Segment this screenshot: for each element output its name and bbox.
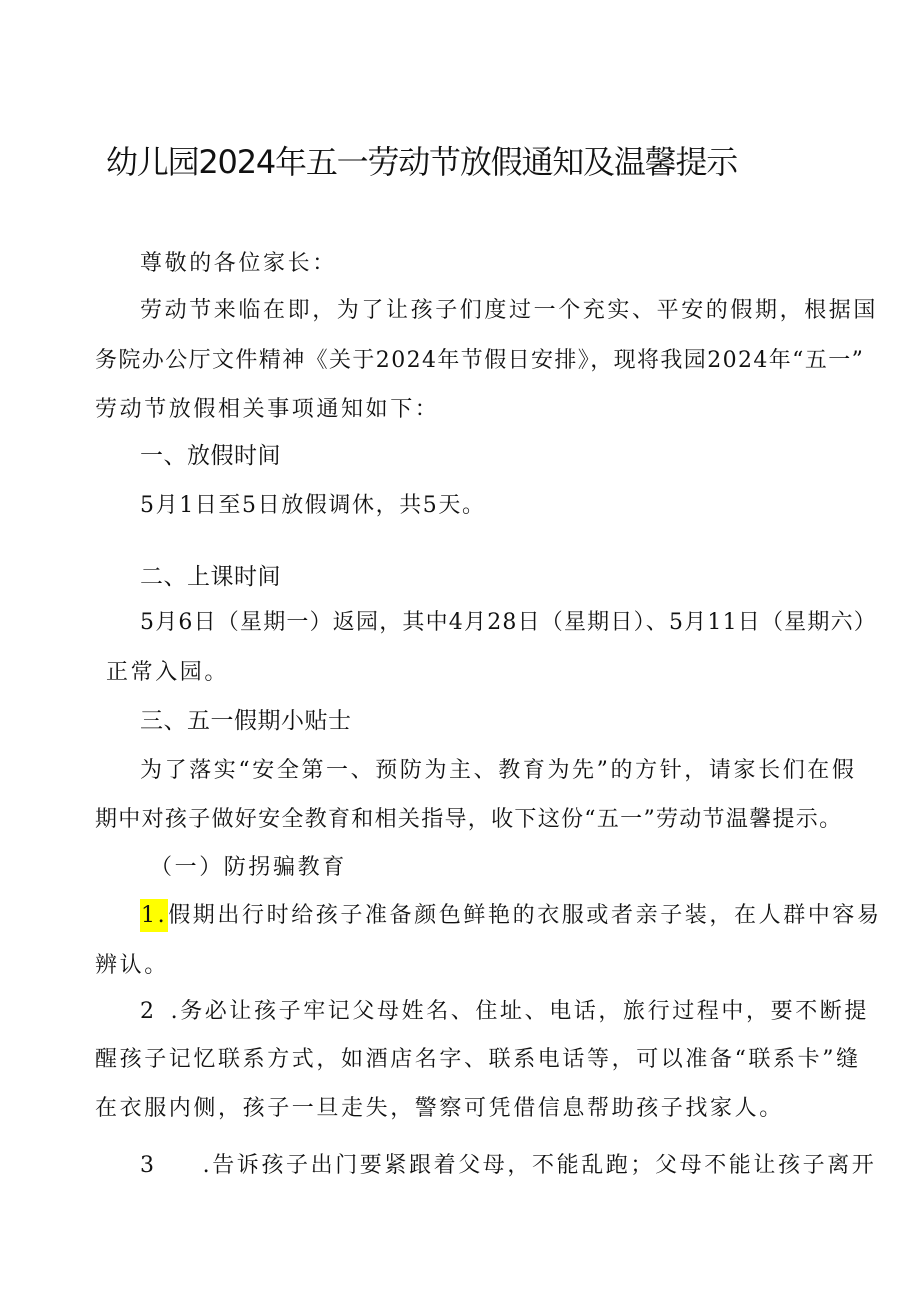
paragraph-line: 5月1日至5日放假调休，共5天。 — [140, 493, 486, 518]
paragraph-line: 正常入园。 — [106, 660, 230, 685]
section-heading: 三、五一假期小贴士 — [140, 708, 352, 734]
document-title: 幼儿园2024年五一劳动节放假通知及温馨提示 — [106, 143, 738, 181]
paragraph-line: 为了落实“安全第一、预防为主、教育为先”的方针，请家长们在假 — [140, 758, 857, 783]
paragraph-line: 在衣服内侧，孩子一旦走失，警察可凭借信息帮助孩子找家人。 — [95, 1096, 784, 1121]
list-item-number: 3 — [140, 1153, 157, 1178]
section-heading: 一、放假时间 — [140, 443, 281, 469]
intro-line: 劳动节放假相关事项通知如下： — [95, 397, 440, 422]
intro-line: 务院办公厅文件精神《关于2024年节假日安排》，现将我园2024年“五一” — [95, 348, 865, 373]
intro-line: 劳动节来临在即，为了让孩子们度过一个充实、平安的假期，根据国 — [140, 298, 879, 323]
paragraph-line: 期中对孩子做好安全教育和相关指导，收下这份“五一”劳动节温馨提示。 — [95, 807, 843, 832]
list-item-text: .告诉孩子出门要紧跟着父母，不能乱跑；父母不能让孩子离开 — [202, 1153, 877, 1178]
list-item — [140, 997, 869, 1027]
paragraph-line: 辨认。 — [95, 953, 169, 978]
list-item-text: 假期出行时给孩子准备颜色鲜艳的衣服或者亲子装，在人群中容易 — [168, 903, 882, 928]
list-item — [140, 1151, 876, 1181]
paragraph-line: 5月6日（星期一）返园，其中4月28日（星期日）、5月11日（星期六） — [140, 610, 877, 635]
list-item-number: 2 — [140, 999, 157, 1024]
highlighted-number: 1. — [140, 899, 168, 932]
section-heading: 二、上课时间 — [140, 564, 281, 590]
paragraph-line: 醒孩子记忆联系方式，如酒店名字、联系电话等，可以准备“联系卡”缝 — [95, 1047, 861, 1072]
subsection-heading: （一）防拐骗教育 — [150, 855, 347, 880]
list-item — [140, 901, 882, 931]
greeting: 尊敬的各位家长： — [140, 251, 337, 276]
list-item-text: .务必让孩子牢记父母姓名、住址、电话，旅行过程中，要不断提 — [170, 999, 870, 1024]
